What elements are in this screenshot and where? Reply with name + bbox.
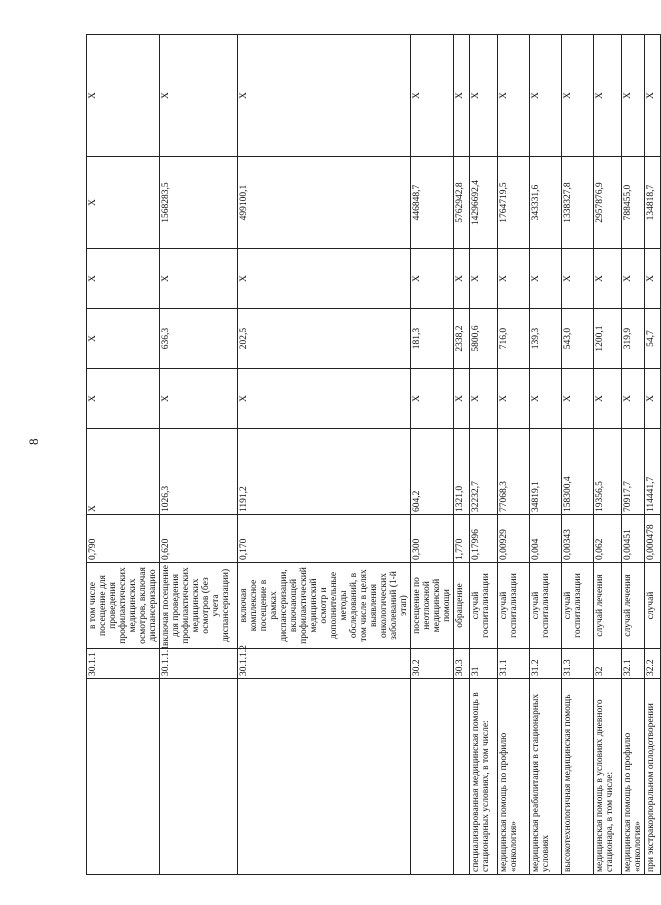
unit-of-measure: посещение по неотложной медицинской помощи <box>411 563 454 649</box>
norm-volume: 0,00451 <box>622 515 645 563</box>
cost-budget: X <box>454 369 470 429</box>
row-name <box>454 679 470 875</box>
total-share: X <box>470 35 498 157</box>
amount-budget: X <box>622 249 645 309</box>
total-share: X <box>411 35 454 157</box>
table-row <box>454 35 470 875</box>
page-number: 8 <box>26 438 41 445</box>
amount-budget: X <box>498 249 530 309</box>
amount-oms: 499100,1 <box>238 157 411 249</box>
row-number: 31.3 <box>562 649 594 679</box>
total-share: X <box>562 35 594 157</box>
norm-cost: 604,2 <box>411 429 454 515</box>
norm-volume: 0,004 <box>530 515 562 563</box>
norm-cost: 34819,1 <box>530 429 562 515</box>
cost-budget: X <box>87 369 160 429</box>
unit-of-measure: случай госпитализации <box>498 563 530 649</box>
cost-oms: 1200,1 <box>594 309 622 369</box>
cost-oms: 319,9 <box>622 309 645 369</box>
row-name: высокотехнологичная медицинская помощь <box>562 679 594 875</box>
row-number: 32.2 <box>645 649 661 679</box>
amount-oms: 788455,0 <box>622 157 645 249</box>
amount-oms: 1568283,5 <box>160 157 238 249</box>
total-share: X <box>594 35 622 157</box>
row-name <box>160 679 238 875</box>
row-number: 30.1.1.1 <box>160 649 238 679</box>
row-number: 32.1 <box>622 649 645 679</box>
norm-cost: 1026,3 <box>160 429 238 515</box>
amount-oms: 5762942,8 <box>454 157 470 249</box>
cost-oms: 202,5 <box>238 309 411 369</box>
norm-cost: 19356,5 <box>594 429 622 515</box>
amount-oms: 14296692,4 <box>470 157 498 249</box>
total-share: X <box>645 35 661 157</box>
norm-volume: 0,17996 <box>470 515 498 563</box>
norm-volume: 0,620 <box>160 515 238 563</box>
amount-oms: X <box>87 157 160 249</box>
total-share: X <box>498 35 530 157</box>
amount-budget: X <box>454 249 470 309</box>
norm-volume: 0,000478 <box>645 515 661 563</box>
norm-cost: 77068,3 <box>498 429 530 515</box>
row-number: 32 <box>594 649 622 679</box>
norm-volume: 0,300 <box>411 515 454 563</box>
table-row <box>530 35 562 875</box>
unit-of-measure: случай лечения <box>622 563 645 649</box>
cost-budget: X <box>645 369 661 429</box>
cost-budget: X <box>594 369 622 429</box>
norm-volume: 1,770 <box>454 515 470 563</box>
norm-volume: 0,00343 <box>562 515 594 563</box>
rotated-table-container <box>86 35 656 875</box>
table-body <box>87 35 661 875</box>
unit-of-measure: в том числе посещение для проведения профилактических медицинских осмотров, включая диспансеризацию <box>87 563 160 649</box>
row-name: при экстракорпоральном оплодотворении <box>645 679 661 875</box>
norm-cost: X <box>87 429 160 515</box>
amount-budget: X <box>594 249 622 309</box>
unit-of-measure: обращение <box>454 563 470 649</box>
cost-budget: X <box>238 369 411 429</box>
amount-budget: X <box>562 249 594 309</box>
row-number: 31.1 <box>498 649 530 679</box>
cost-budget: X <box>160 369 238 429</box>
amount-oms: 343331,6 <box>530 157 562 249</box>
cost-oms: X <box>87 309 160 369</box>
amount-budget: X <box>411 249 454 309</box>
total-share: X <box>454 35 470 157</box>
row-name: медицинская помощь по профилю «онкология» <box>622 679 645 875</box>
row-name <box>238 679 411 875</box>
cost-oms: 543,0 <box>562 309 594 369</box>
amount-budget: X <box>470 249 498 309</box>
table-row <box>645 35 661 875</box>
amount-budget: X <box>87 249 160 309</box>
amount-budget: X <box>645 249 661 309</box>
table-row <box>622 35 645 875</box>
row-name: медицинская помощь по профилю «онкология» <box>498 679 530 875</box>
table-row <box>594 35 622 875</box>
row-number: 30.2 <box>411 649 454 679</box>
row-number: 30.1.1.2 <box>238 649 411 679</box>
unit-of-measure: случай лечения <box>594 563 622 649</box>
table-row <box>411 35 454 875</box>
table-row <box>562 35 594 875</box>
table-row <box>470 35 498 875</box>
cost-budget: X <box>622 369 645 429</box>
total-share: X <box>160 35 238 157</box>
tariff-table <box>86 34 661 875</box>
norm-cost: 114441,7 <box>645 429 661 515</box>
unit-of-measure: случай <box>645 563 661 649</box>
total-share: X <box>238 35 411 157</box>
total-share: X <box>87 35 160 157</box>
norm-volume: 0,062 <box>594 515 622 563</box>
cost-budget: X <box>562 369 594 429</box>
norm-cost: 1191,2 <box>238 429 411 515</box>
total-share: X <box>530 35 562 157</box>
amount-oms: 1764719,5 <box>498 157 530 249</box>
table-row <box>160 35 238 875</box>
cost-oms: 2338,2 <box>454 309 470 369</box>
amount-oms: 446848,7 <box>411 157 454 249</box>
cost-budget: X <box>530 369 562 429</box>
cost-budget: X <box>498 369 530 429</box>
amount-budget: X <box>238 249 411 309</box>
table-row <box>238 35 411 875</box>
row-name: медицинская помощь в условиях дневного стационара, в том числе: <box>594 679 622 875</box>
row-number: 30.3 <box>454 649 470 679</box>
amount-oms: 134818,7 <box>645 157 661 249</box>
cost-budget: X <box>470 369 498 429</box>
row-name: медицинская реабилитация в стационарных условиях <box>530 679 562 875</box>
table-row <box>87 35 160 875</box>
cost-oms: 54,7 <box>645 309 661 369</box>
norm-volume: 0,790 <box>87 515 160 563</box>
unit-of-measure: случай госпитализации <box>530 563 562 649</box>
unit-of-measure: включая посещение для проведения профилактических медицинских осмотров (без учета диспансеризации) <box>160 563 238 649</box>
row-number: 30.1.1 <box>87 649 160 679</box>
cost-oms: 716,0 <box>498 309 530 369</box>
amount-oms: 1338327,8 <box>562 157 594 249</box>
cost-budget: X <box>411 369 454 429</box>
cost-oms: 181,3 <box>411 309 454 369</box>
amount-oms: 2957876,9 <box>594 157 622 249</box>
unit-of-measure: случай госпитализации <box>470 563 498 649</box>
norm-cost: 158300,4 <box>562 429 594 515</box>
row-number: 31.2 <box>530 649 562 679</box>
unit-of-measure: включая комплексное посещение в рамках диспансеризации, включающей профилактический медицинский осмотр и дополнительные методы обследований, в том числе в целях выявления онкологических заболеваний (1-й этап) <box>238 563 411 649</box>
amount-budget: X <box>530 249 562 309</box>
table-row <box>498 35 530 875</box>
norm-volume: 0,170 <box>238 515 411 563</box>
norm-volume: 0,00929 <box>498 515 530 563</box>
cost-oms: 5800,6 <box>470 309 498 369</box>
norm-cost: 1321,0 <box>454 429 470 515</box>
row-name <box>87 679 160 875</box>
unit-of-measure: случай госпитализации <box>562 563 594 649</box>
row-number: 31 <box>470 649 498 679</box>
cost-oms: 636,3 <box>160 309 238 369</box>
amount-budget: X <box>160 249 238 309</box>
norm-cost: 32232,7 <box>470 429 498 515</box>
norm-cost: 70917,7 <box>622 429 645 515</box>
total-share: X <box>622 35 645 157</box>
row-name: специализированная медицинская помощь в стационарных условиях, в том числе: <box>470 679 498 875</box>
cost-oms: 139,3 <box>530 309 562 369</box>
row-name <box>411 679 454 875</box>
